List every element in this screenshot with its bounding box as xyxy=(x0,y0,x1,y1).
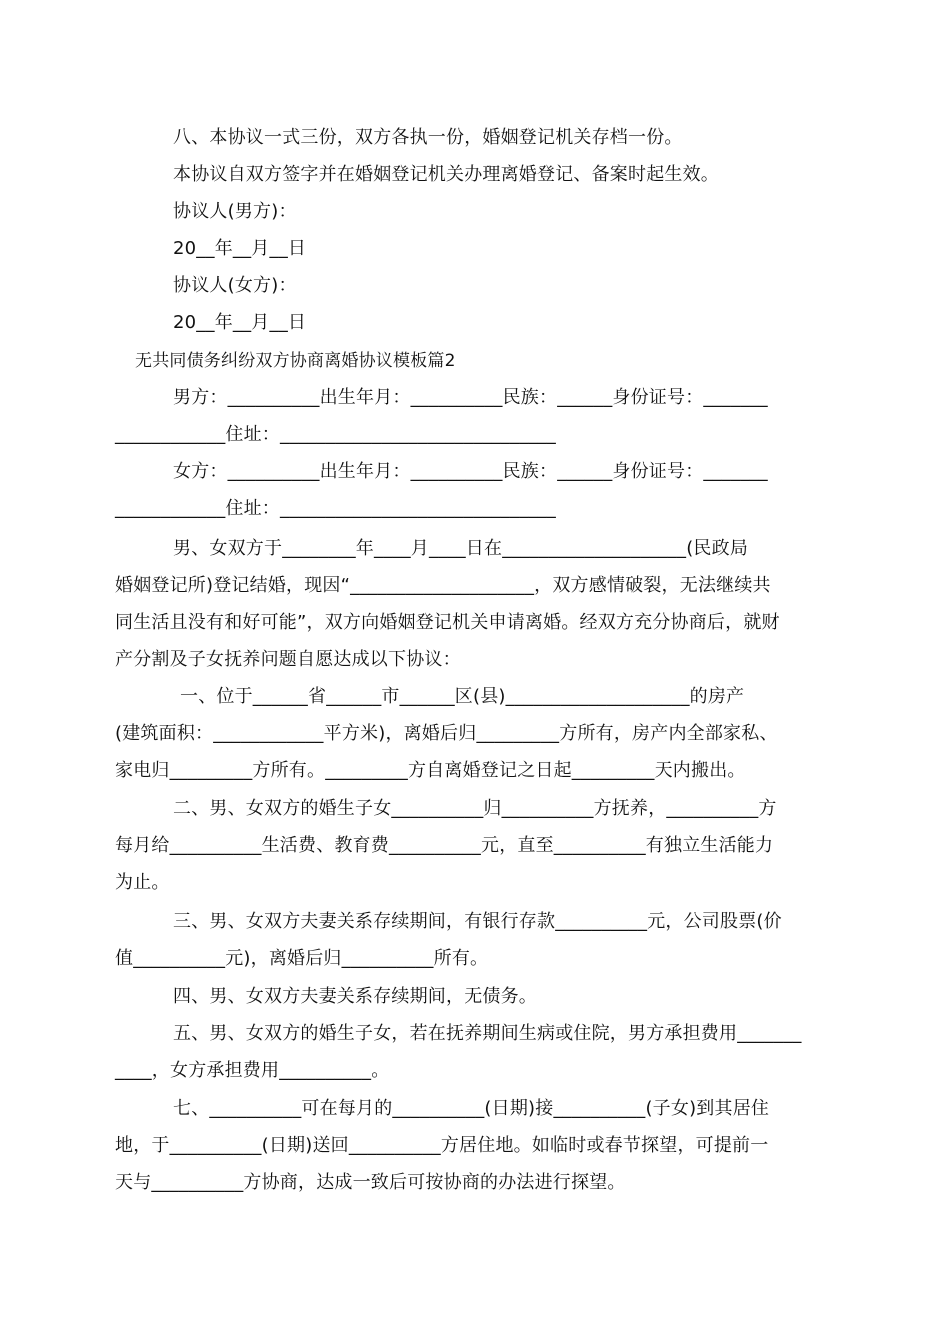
male-info-line-2: ____________住址：______________________________ xyxy=(115,424,556,445)
clause-one-line-2: (建筑面积：____________平方米)，离婚后归_________方所有，房产内全部家私、 xyxy=(115,723,778,744)
male-info-line-1: 男方：__________出生年月：__________民族：______身份证号：_______ xyxy=(173,387,768,408)
female-info-line-1: 女方：__________出生年月：__________民族：______身份证号：_______ xyxy=(173,461,768,482)
signatory-male: 协议人(男方)： xyxy=(173,201,297,222)
clause-seven-line-2: 地，于__________(日期)送回__________方居住地。如临时或春节探望，可提前一 xyxy=(115,1135,769,1156)
clause-two-line-1: 二、男、女双方的婚生子女__________归__________方抚养，__________方 xyxy=(173,798,777,819)
signatory-female: 协议人(女方)： xyxy=(173,275,297,296)
clause-seven-line-3: 天与__________方协商，达成一致后可按协商的办法进行探望。 xyxy=(115,1172,626,1193)
clause-one-line-3: 家电归_________方所有。_________方自离婚登记之日起_________天内搬出。 xyxy=(115,760,746,781)
clause-five-line-1: 五、男、女双方的婚生子女，若在抚养期间生病或住院，男方承担费用_______ xyxy=(173,1023,802,1044)
intro-paragraph-line-2: 婚姻登记所)登记结婚，现因“____________________，双方感情破裂，无法继续共 xyxy=(115,575,771,596)
intro-paragraph-line-3: 同生活且没有和好可能”，双方向婚姻登记机关申请离婚。经双方充分协商后，就财 xyxy=(115,612,780,633)
clause-one-line-1: 一、位于______省______市______区(县)____________________的房产 xyxy=(180,686,745,707)
clause-eight: 八、本协议一式三份，双方各执一份，婚姻登记机关存档一份。 xyxy=(173,127,683,148)
date-female: 20__年__月__日 xyxy=(173,312,307,333)
clause-three-line-2: 值__________元)，离婚后归__________所有。 xyxy=(115,948,489,969)
clause-seven-line-1: 七、__________可在每月的__________(日期)接__________(子女)到其居住 xyxy=(173,1098,770,1119)
intro-paragraph-line-1: 男、女双方于________年____月____日在____________________(民政局 xyxy=(173,538,749,559)
clause-three-line-1: 三、男、女双方夫妻关系存续期间，有银行存款__________元，公司股票(价 xyxy=(173,911,782,932)
clause-five-line-2: ____，女方承担费用__________。 xyxy=(115,1060,390,1081)
intro-paragraph-line-4: 产分割及子女抚养问题自愿达成以下协议： xyxy=(115,649,461,670)
clause-two-line-2: 每月给__________生活费、教育费__________元，直至__________有独立生活能力 xyxy=(115,835,774,856)
female-info-line-2: ____________住址：______________________________ xyxy=(115,498,556,519)
clause-two-line-3: 为止。 xyxy=(115,872,170,893)
effective-clause: 本协议自双方签字并在婚姻登记机关办理离婚登记、备案时起生效。 xyxy=(173,164,719,185)
clause-four: 四、男、女双方夫妻关系存续期间，无债务。 xyxy=(173,986,537,1007)
date-male: 20__年__月__日 xyxy=(173,238,307,259)
section-title: 无共同债务纠纷双方协商离婚协议模板篇2 xyxy=(135,351,456,371)
